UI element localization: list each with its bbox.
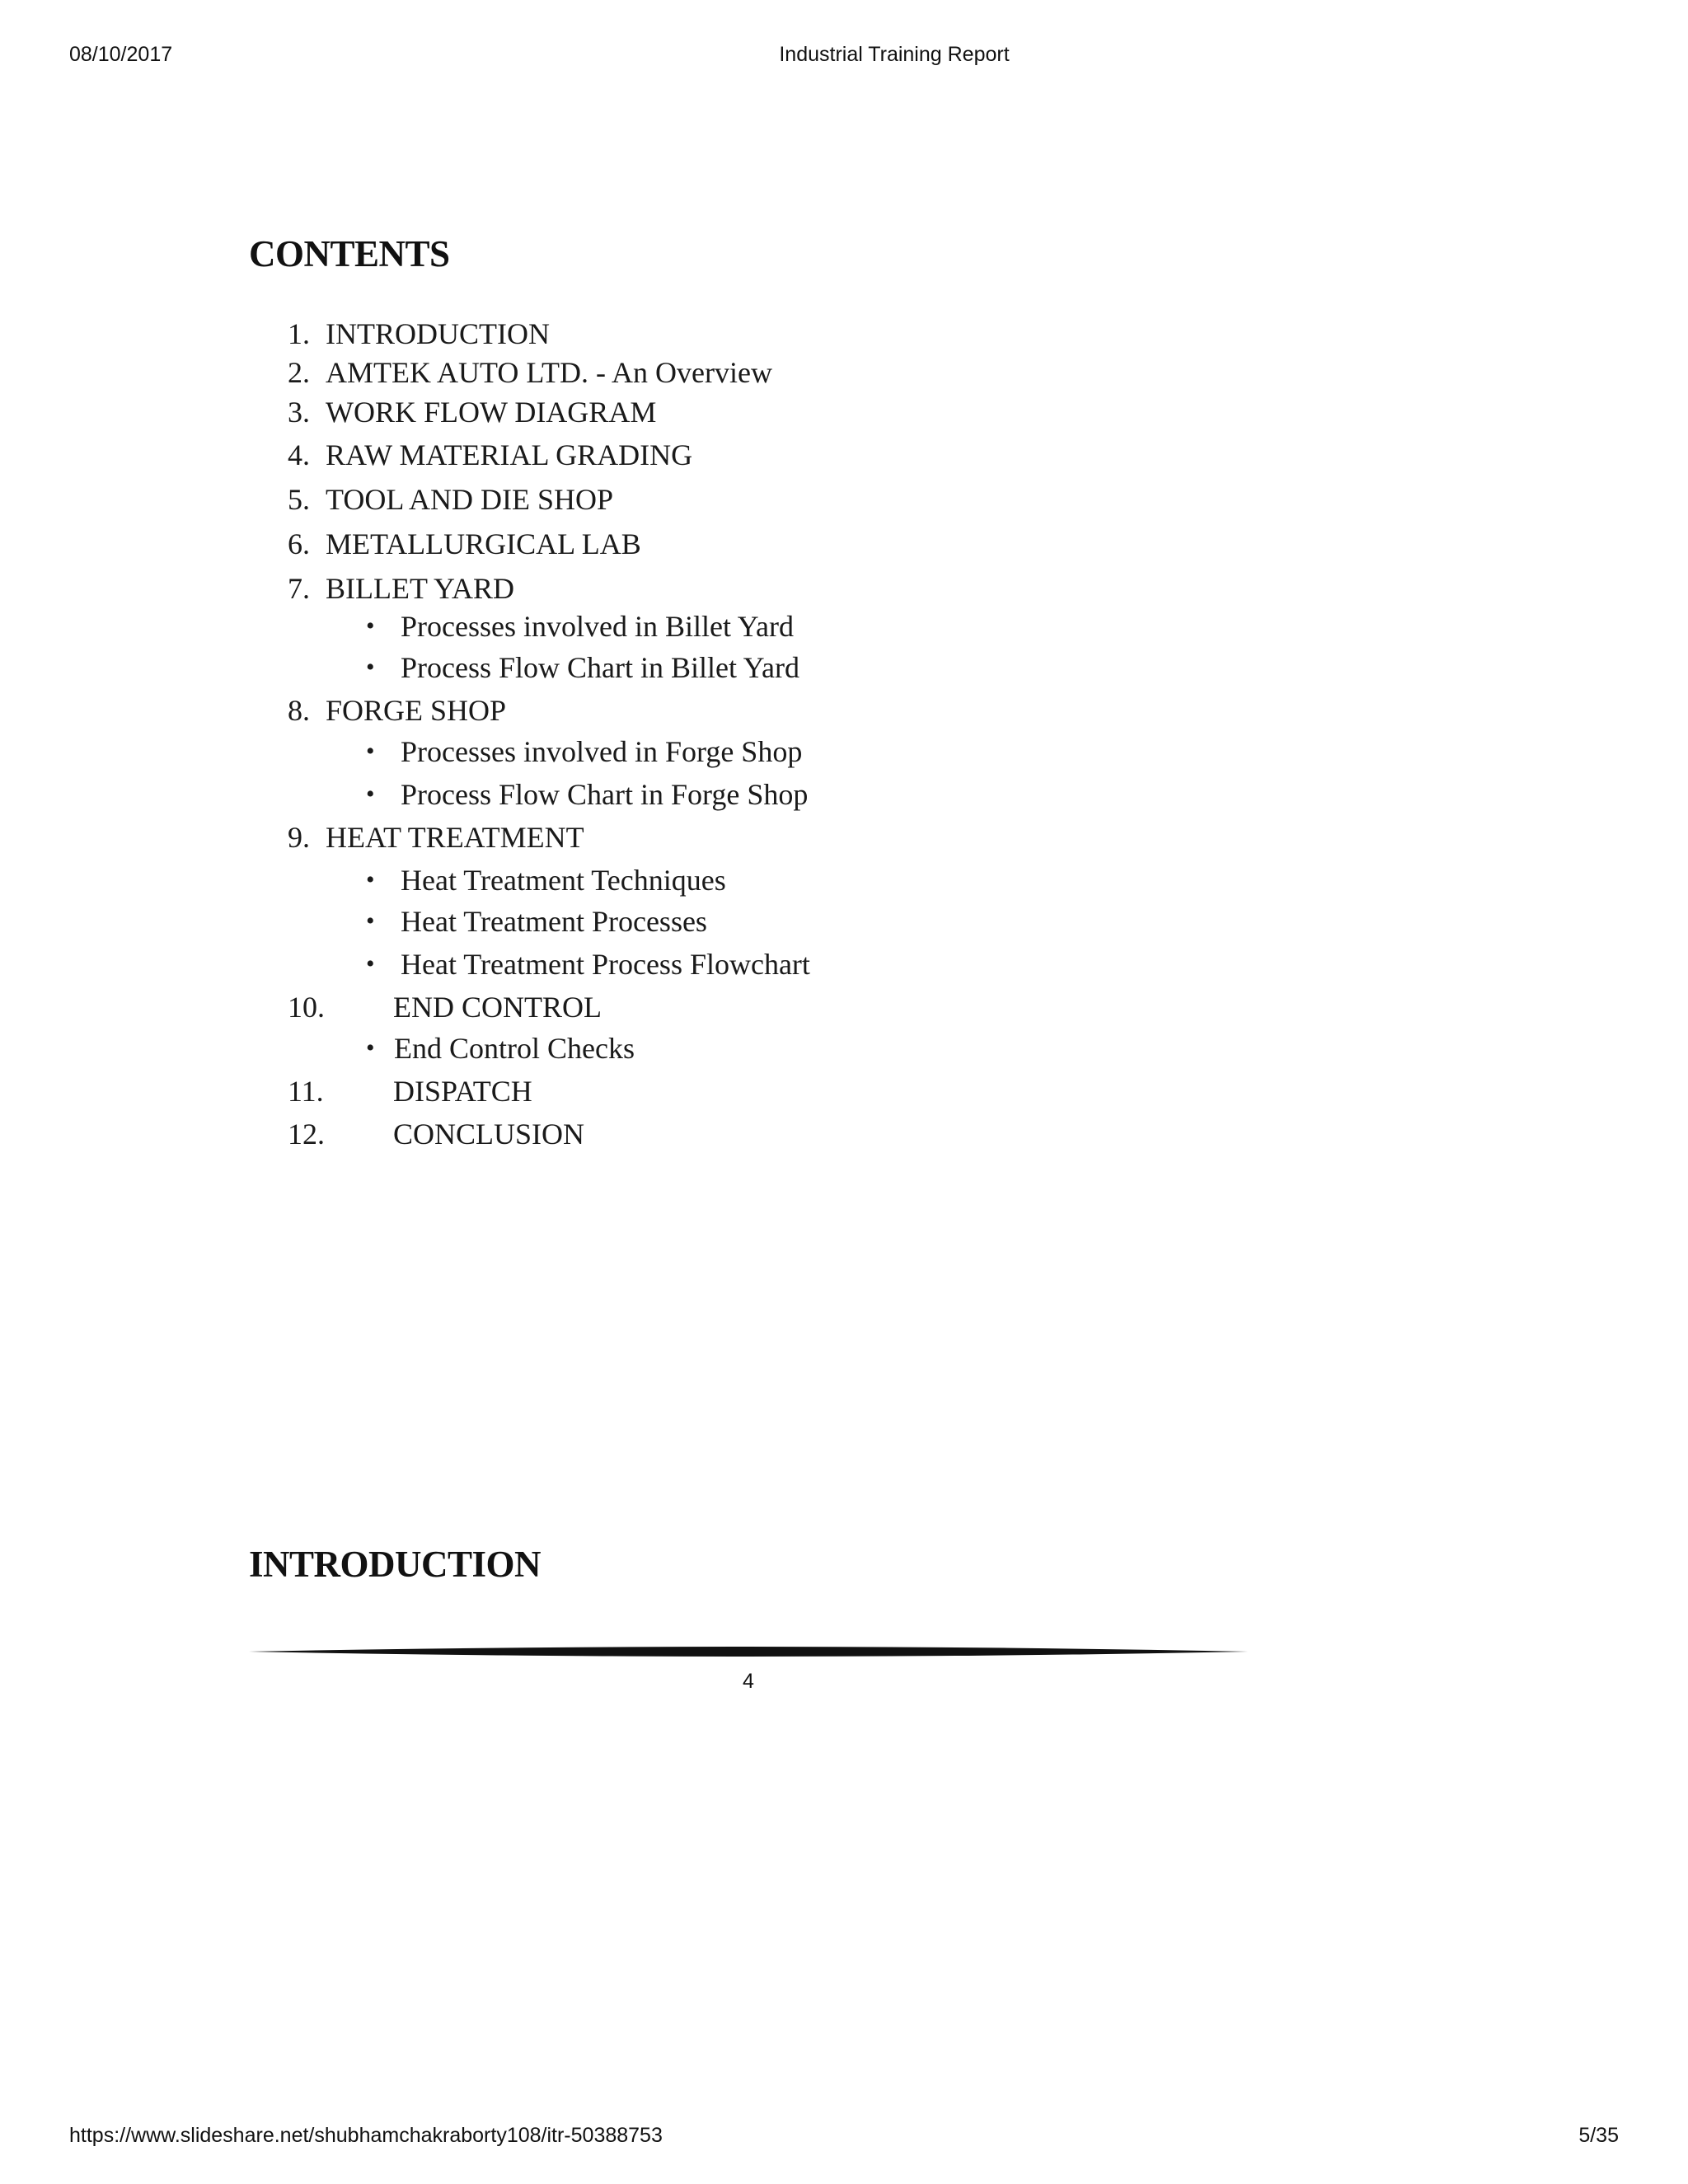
toc-title: INTRODUCTION	[326, 317, 550, 350]
bullet-icon: •	[366, 654, 375, 681]
print-date: 08/10/2017	[69, 43, 173, 66]
toc-subtitle: Processes involved in Billet Yard	[401, 610, 794, 643]
toc-number: 8.	[288, 694, 310, 727]
toc-number: 10.	[288, 991, 325, 1024]
toc-subtitle: Heat Treatment Processes	[401, 905, 707, 938]
toc-number: 3.	[288, 396, 310, 429]
toc-title: BILLET YARD	[326, 572, 514, 605]
print-header	[0, 43, 1688, 71]
print-url: https://www.slideshare.net/shubhamchakraborty108/itr-50388753	[69, 2124, 663, 2147]
toc-subtitle: Heat Treatment Process Flowchart	[401, 948, 810, 981]
toc-title: CONCLUSION	[393, 1118, 585, 1151]
print-footer	[0, 2124, 1688, 2152]
toc-subtitle: Process Flow Chart in Forge Shop	[401, 778, 809, 811]
toc-number: 9.	[288, 821, 310, 854]
toc-number: 1.	[288, 317, 310, 350]
toc-subtitle: End Control Checks	[394, 1032, 635, 1065]
page-divider	[249, 1645, 1248, 1658]
toc-number: 11.	[288, 1075, 324, 1108]
toc-title: AMTEK AUTO LTD. - An Overview	[326, 356, 772, 389]
bullet-icon: •	[366, 612, 375, 640]
toc-subtitle: Process Flow Chart in Billet Yard	[401, 651, 800, 684]
toc-number: 5.	[288, 483, 310, 516]
print-title: Industrial Training Report	[779, 43, 1010, 66]
toc-title: FORGE SHOP	[326, 694, 507, 727]
introduction-heading: INTRODUCTION	[249, 1544, 542, 1585]
bullet-icon: •	[366, 950, 375, 977]
toc-title: WORK FLOW DIAGRAM	[326, 396, 657, 429]
toc-number: 2.	[288, 356, 310, 389]
toc-title: RAW MATERIAL GRADING	[326, 438, 693, 471]
toc-number: 4.	[288, 438, 310, 471]
divider-shape	[249, 1647, 1248, 1657]
toc-title: METALLURGICAL LAB	[326, 527, 641, 560]
toc-subtitle: Processes involved in Forge Shop	[401, 735, 803, 768]
toc-number: 12.	[288, 1118, 325, 1151]
toc-title: TOOL AND DIE SHOP	[326, 483, 614, 516]
toc-title: HEAT TREATMENT	[326, 821, 584, 854]
toc-number: 7.	[288, 572, 310, 605]
bullet-icon: •	[366, 738, 375, 765]
toc-title: END CONTROL	[393, 991, 602, 1024]
bullet-icon: •	[366, 780, 375, 808]
bullet-icon: •	[366, 1034, 375, 1062]
toc-number: 6.	[288, 527, 310, 560]
bullet-icon: •	[366, 907, 375, 935]
toc-title: DISPATCH	[393, 1075, 532, 1108]
page-number: 4	[743, 1670, 754, 1693]
toc-subtitle: Heat Treatment Techniques	[401, 864, 726, 897]
contents-heading: CONTENTS	[249, 233, 450, 274]
bullet-icon: •	[366, 866, 375, 893]
print-page-count: 5/35	[1578, 2124, 1619, 2147]
